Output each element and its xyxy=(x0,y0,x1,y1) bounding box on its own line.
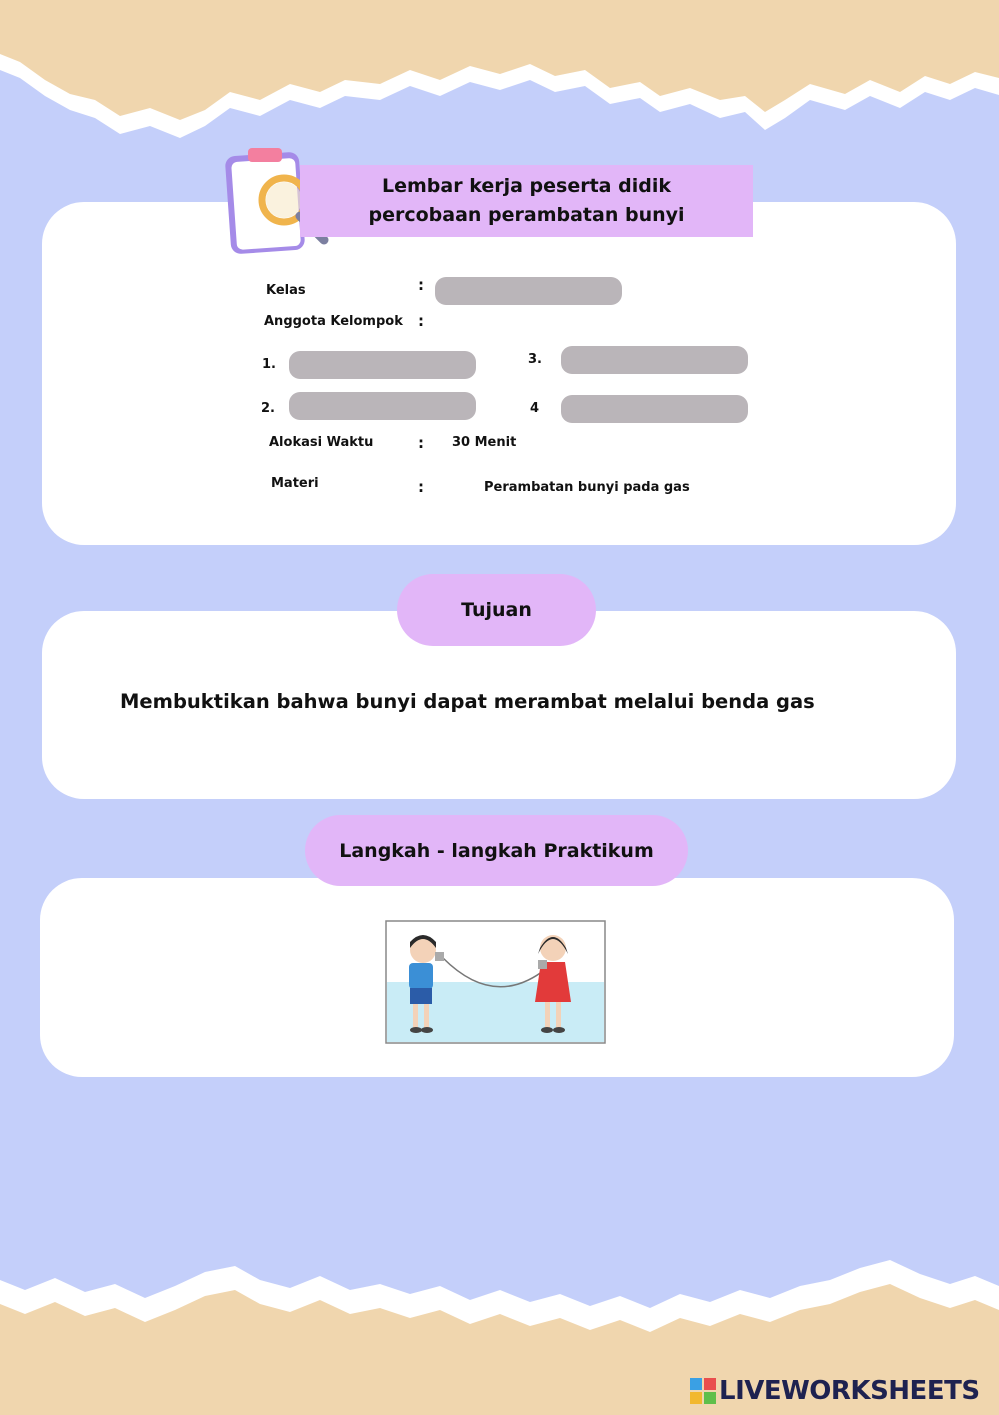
member-number-3: 3. xyxy=(528,352,542,367)
tujuan-heading: Tujuan xyxy=(397,574,596,646)
alokasi-value: 30 Menit xyxy=(452,435,517,450)
liveworksheets-logo-icon xyxy=(690,1378,716,1404)
member-3-input[interactable] xyxy=(561,346,748,374)
title-line-2: percobaan perambatan bunyi xyxy=(368,204,685,226)
kelas-input[interactable] xyxy=(435,277,622,305)
liveworksheets-brand xyxy=(690,1374,990,1408)
alokasi-label: Alokasi Waktu xyxy=(269,435,374,450)
member-number-2: 2. xyxy=(261,401,275,416)
member-4-input[interactable] xyxy=(561,395,748,423)
materi-value: Perambatan bunyi pada gas xyxy=(484,480,690,495)
member-number-4: 4 xyxy=(530,401,540,416)
member-1-input[interactable] xyxy=(289,351,476,379)
tujuan-text: Membuktikan bahwa bunyi dapat merambat melalui benda gas xyxy=(120,690,815,713)
anggota-label: Anggota Kelompok xyxy=(264,314,403,329)
member-number-1: 1. xyxy=(262,357,276,372)
kelas-label: Kelas xyxy=(266,283,306,298)
alokasi-colon: : xyxy=(418,434,424,452)
langkah-heading: Langkah - langkah Praktikum xyxy=(305,815,688,886)
anggota-colon: : xyxy=(418,312,424,330)
materi-colon: : xyxy=(418,478,424,496)
torn-paper-top xyxy=(0,0,999,150)
kelas-colon: : xyxy=(418,276,424,294)
materi-label: Materi xyxy=(271,476,319,491)
member-2-input[interactable] xyxy=(289,392,476,420)
title-line-1: Lembar kerja peserta didik xyxy=(382,175,671,197)
worksheet-title-banner xyxy=(300,165,753,237)
tin-can-telephone-illustration xyxy=(385,920,606,1044)
liveworksheets-text: LIVEWORKSHEETS xyxy=(719,1376,980,1406)
